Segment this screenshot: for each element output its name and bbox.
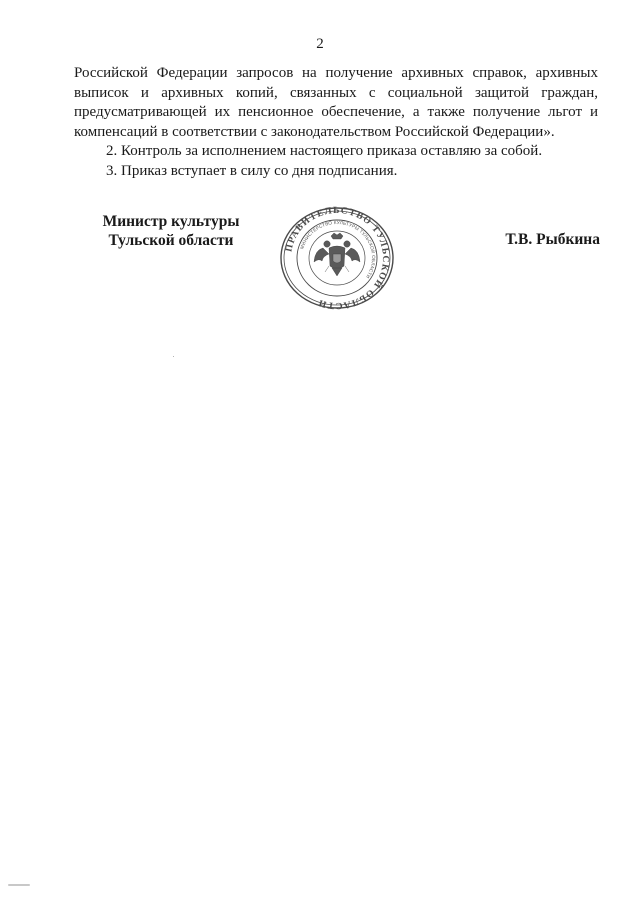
signer-name: Т.В. Рыбкина <box>505 231 600 248</box>
official-seal-stamp <box>277 206 397 310</box>
paragraph-item-2: 2. Контроль за исполнением настоящего приказа оставляю за собой. <box>106 143 543 159</box>
signature-block <box>0 204 640 314</box>
double-headed-eagle-icon <box>314 233 360 276</box>
paragraph-continuation: Российской Федерации запросов на получение архивных справок, архивных выписок и архивных копий, связанных с социальной защитой граждан, предусматривающей их пенсионное обеспечение, а также получение льгот и компенсаций в соответствии с законодательством Российской Федерации». <box>74 65 598 140</box>
page-number: 2 <box>316 36 324 52</box>
scan-speck <box>173 356 174 357</box>
paragraph-item-3: 3. Приказ вступает в силу со дня подписания. <box>106 162 398 179</box>
document-body <box>74 64 598 181</box>
stamp-outer-text: ПРАВИТЕЛЬСТВО ТУЛЬСКОЙ ОБЛАСТИ <box>284 206 391 310</box>
scan-speck <box>8 884 30 886</box>
signer-position-line-2: Тульской области <box>108 232 234 249</box>
stamp-inner-text: МИНИСТЕРСТВО КУЛЬТУРЫ ТУЛЬСКОЙ ОБЛАСТИ <box>299 219 377 280</box>
signer-position <box>86 212 256 250</box>
signer-position-line-1: Министр культуры <box>102 213 240 230</box>
